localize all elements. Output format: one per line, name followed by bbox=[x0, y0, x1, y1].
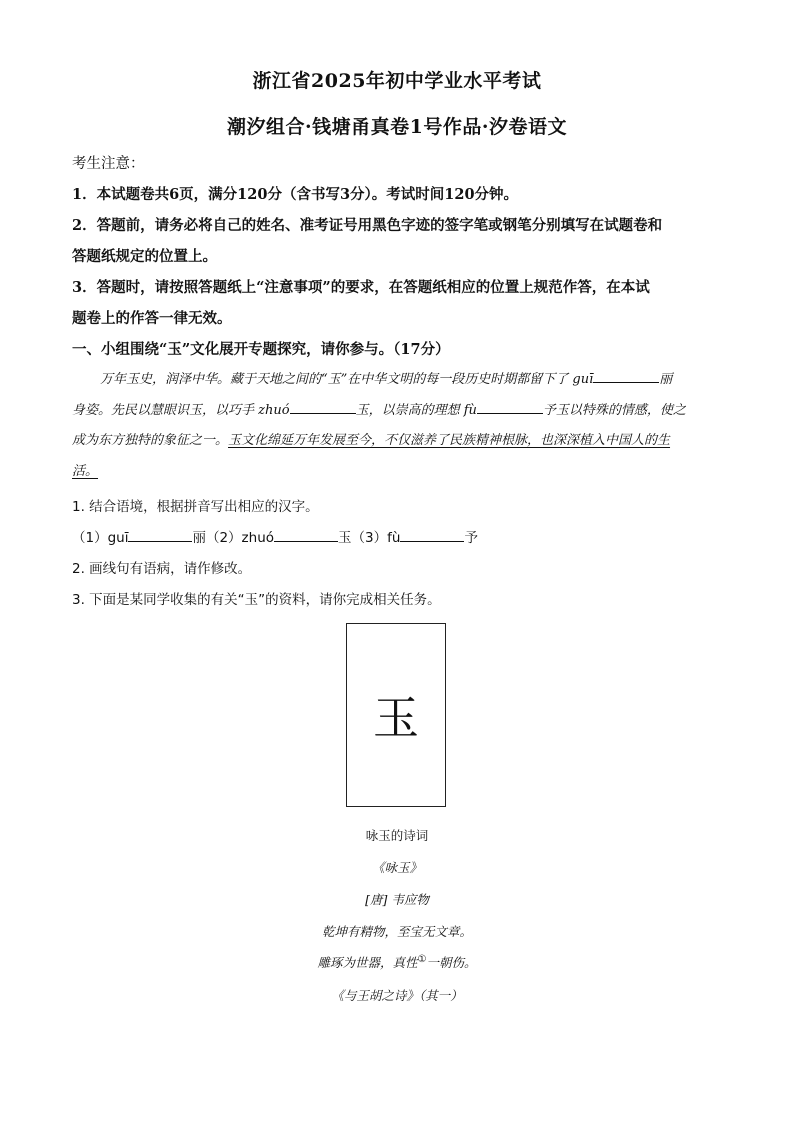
footnote-mark: ① bbox=[417, 953, 427, 965]
poem-title: 《咏玉》 bbox=[371, 860, 422, 875]
passage-line-4 bbox=[72, 463, 722, 481]
answer-blank[interactable] bbox=[477, 401, 543, 414]
section-heading: 一、小组围绕“玉”文化展开专题探究，请你参与。（17分） bbox=[72, 341, 450, 358]
notice-item-3-line-2: 题卷上的作答一律无效。 bbox=[72, 310, 232, 327]
passage-text: 身姿。先民以慧眼识玉，以巧手 zhuó bbox=[72, 403, 290, 418]
poem-text: 一朝伤。 bbox=[426, 955, 477, 970]
next-poem-title: 《与王胡之诗》（其一） bbox=[331, 988, 463, 1003]
answer-blank[interactable] bbox=[290, 401, 356, 414]
blank-label: 丽（2）zhuó bbox=[192, 530, 275, 546]
underlined-sentence: 玉文化绵延万年发展至今，不仅滋养了民族精神根脉，也深深植入中国人的生 bbox=[228, 433, 671, 448]
answer-blank[interactable] bbox=[593, 370, 659, 383]
blank-label: （1）guī bbox=[72, 530, 129, 546]
passage-text: 成为东方独特的象征之一。 bbox=[72, 433, 229, 448]
notice-item-2-line-2: 答题纸规定的位置上。 bbox=[72, 248, 217, 265]
question-2: 2. 画线句有语病，请作修改。 bbox=[72, 561, 252, 577]
notice-item-1: 1．本试题卷共6页，满分120分（含书写3分）。考试时间120分钟。 bbox=[72, 186, 519, 203]
jade-character: 玉 bbox=[373, 691, 419, 745]
passage-text: 予玉以特殊的情感，使之 bbox=[542, 403, 686, 418]
exam-subtitle: 潮汐组合·钱塘甬真卷1号作品·汐卷语文 bbox=[227, 116, 567, 138]
passage-line-1 bbox=[72, 370, 722, 389]
answer-blank[interactable] bbox=[128, 529, 192, 542]
poem-line-2 bbox=[0, 953, 794, 971]
passage-text: 玉，以崇高的理想 fù bbox=[355, 403, 477, 418]
blank-label: 予 bbox=[464, 530, 478, 546]
answer-blank[interactable] bbox=[400, 529, 464, 542]
question-3: 3. 下面是某同学收集的有关“玉”的资料，请你完成相关任务。 bbox=[72, 592, 441, 608]
jade-character-figure bbox=[346, 623, 446, 807]
poem-author: [唐] 韦应物 bbox=[365, 892, 429, 907]
poem-line-1: 乾坤有精物，至宝无文章。 bbox=[321, 924, 472, 939]
notice-item-3-line-1: 3．答题时，请按照答题纸上“注意事项”的要求，在答题纸相应的位置上规范作答，在本试 bbox=[72, 279, 650, 296]
underlined-sentence-end: 活。 bbox=[72, 464, 99, 479]
poem-text: 雕琢为世器，真性 bbox=[317, 955, 418, 970]
passage-line-2 bbox=[72, 401, 722, 420]
passage-line-3 bbox=[72, 432, 722, 450]
notice-heading: 考生注意： bbox=[72, 156, 145, 172]
answer-blank[interactable] bbox=[274, 529, 338, 542]
question-1: 1. 结合语境，根据拼音写出相应的汉字。 bbox=[72, 499, 319, 515]
passage-text: 丽 bbox=[659, 372, 673, 387]
poem-caption: 咏玉的诗词 bbox=[365, 828, 429, 843]
exam-title: 浙江省2025年初中学业水平考试 bbox=[252, 70, 542, 92]
notice-item-2-line-1: 2．答题前，请务必将自己的姓名、准考证号用黑色字迹的签字笔或钢笔分别填写在试题卷和 bbox=[72, 217, 663, 234]
question-1-blanks bbox=[72, 526, 478, 546]
blank-label: 玉（3）fù bbox=[338, 530, 401, 546]
passage-text: 万年玉史，润泽中华。藏于天地之间的“玉”在中华文明的每一段历史时期都留下了 guī bbox=[100, 372, 594, 387]
